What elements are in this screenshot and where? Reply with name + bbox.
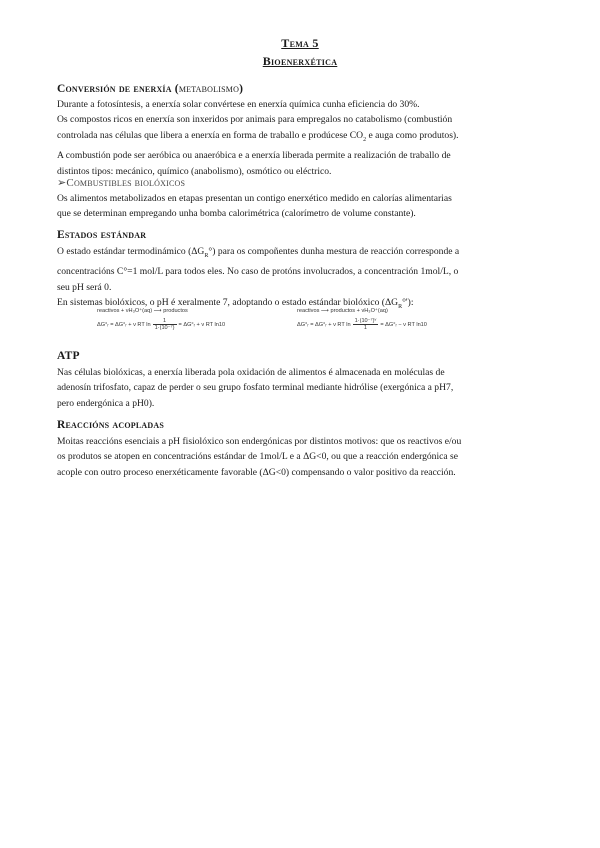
text-line: seu pH será 0.	[57, 281, 112, 293]
equation-part: = ΔG°ᵣ − ν RT ln10	[380, 321, 427, 328]
text-line: acople con outro proceso enerxéticamente favorable (ΔG<0) compensando o valor positivo da reacción.	[57, 466, 456, 478]
equation-right-reaction: reactivos ⟶ productos + νH₃O⁺(aq)	[297, 308, 388, 314]
text-line: Os compostos ricos en enerxía son inxeridos por animais para empregalos no catabolismo (combustión	[57, 114, 453, 126]
text-line: distintos tipos: mecánico, químico (anabolismo), osmótico ou eléctrico.	[57, 165, 332, 177]
text-line: Nas células biolóxicas, a enerxía liberada pola oxidación de alimentos é almacenada en moléculas de	[57, 367, 445, 378]
fraction-denominator: 1	[363, 325, 368, 331]
heading-text: Conversión de enerxía (	[57, 83, 179, 95]
equation-part: = ΔG°ᵣ + ν RT ln10	[178, 321, 226, 328]
equation-right-formula	[297, 318, 427, 331]
paragraph-conversion	[57, 97, 545, 179]
text-line: que se determinan empregando unha bomba calorimétrica (calorímetro de volume constante).	[57, 208, 416, 220]
document-subtitle: Bioenerxética	[262, 54, 338, 68]
text-segment: °'):	[402, 297, 414, 309]
paragraph-reaccions	[57, 434, 545, 480]
equation-part: ΔG°ᵣ = ΔG°ᵣ + ν RT ln	[297, 321, 351, 328]
text-segment: controlada nas células que libera a enerxía en forma de traballo e prodúcese CO	[57, 129, 364, 141]
co2-subscript: 2	[363, 136, 367, 143]
text-line: Moitas reaccións esenciais a pH fisiolóxico son endergónicas por distintos motivos: que os reactivos e/ou	[57, 436, 462, 447]
heading-conversion-enerxia	[57, 83, 243, 95]
paragraph-estados	[57, 244, 545, 315]
text-line: concentracións C°=1 mol/L para todos eles. No caso de protóns involucrados, a concentración 1mol/L, o	[57, 266, 459, 278]
heading-atp: ATP	[57, 350, 80, 362]
equation-left-formula	[97, 318, 225, 331]
text-line: adenosín trifosfato, capaz de perder o seu grupo fosfato terminal mediante hidrólise (exergónica a pH7,	[57, 382, 454, 394]
text-line: Os alimentos metabolizados en etapas presentan un contigo enerxético medido en calorías alimentarias	[57, 193, 452, 204]
text-segment: e auga como produtos).	[366, 129, 459, 141]
text-line	[57, 244, 545, 264]
heading-estados-estandar: Estados estándar	[57, 229, 147, 241]
subscript-r: R	[398, 304, 403, 311]
paragraph-atp	[57, 365, 545, 411]
text-line	[57, 128, 545, 148]
equation-fraction	[153, 318, 177, 331]
text-line: A combustión pode ser aeróbica ou anaeróbica e a enerxía liberada permite a realización de traballo de	[57, 150, 451, 162]
heading-light-text: metabolismo	[178, 83, 240, 95]
arrow-bullet-icon: ➢	[57, 177, 67, 189]
text-segment: O estado estándar termodinámico (ΔG	[57, 246, 205, 257]
heading-reaccions-acopladas: Reaccións acopladas	[57, 419, 164, 431]
subscript-r: R	[204, 252, 209, 259]
fraction-numerator: 1	[153, 318, 177, 325]
text-line: pero endergónica a pH0).	[57, 397, 155, 409]
heading-close: )	[239, 83, 244, 95]
fraction-numerator: 1·(10⁻⁷)ᵛ	[354, 318, 377, 324]
fraction-denominator: 1·(10⁻⁷)	[154, 325, 175, 331]
equation-left-reaction: reactivos + νH₃O⁺(aq) ⟶ productos	[97, 308, 188, 314]
text-line: Durante a fotosíntesis, a enerxía solar convértese en enerxía química cunha eficiencia do 30%.	[57, 99, 420, 110]
equation-part: ΔG°ᵣ = ΔG°ᵣ + ν RT ln	[97, 321, 151, 328]
subheading-text: Combustibles biolóxicos	[66, 177, 186, 189]
subheading-combustibles	[57, 176, 185, 189]
equation-fraction	[353, 318, 379, 331]
text-line: os produtos se atopen en concentracións estándar de 1mol/L e a ΔG<0, ou que a reacción endergónica se	[57, 451, 459, 463]
text-segment: En sistemas biolóxicos, o pH é xeralmente 7, adoptando o estado estándar biolóxico (ΔG	[57, 297, 399, 309]
paragraph-combustibles	[57, 191, 545, 222]
document-title: Tema 5	[281, 36, 319, 50]
text-segment: °) para os compoñentes dunha mestura de reacción corresponde a	[208, 246, 460, 257]
